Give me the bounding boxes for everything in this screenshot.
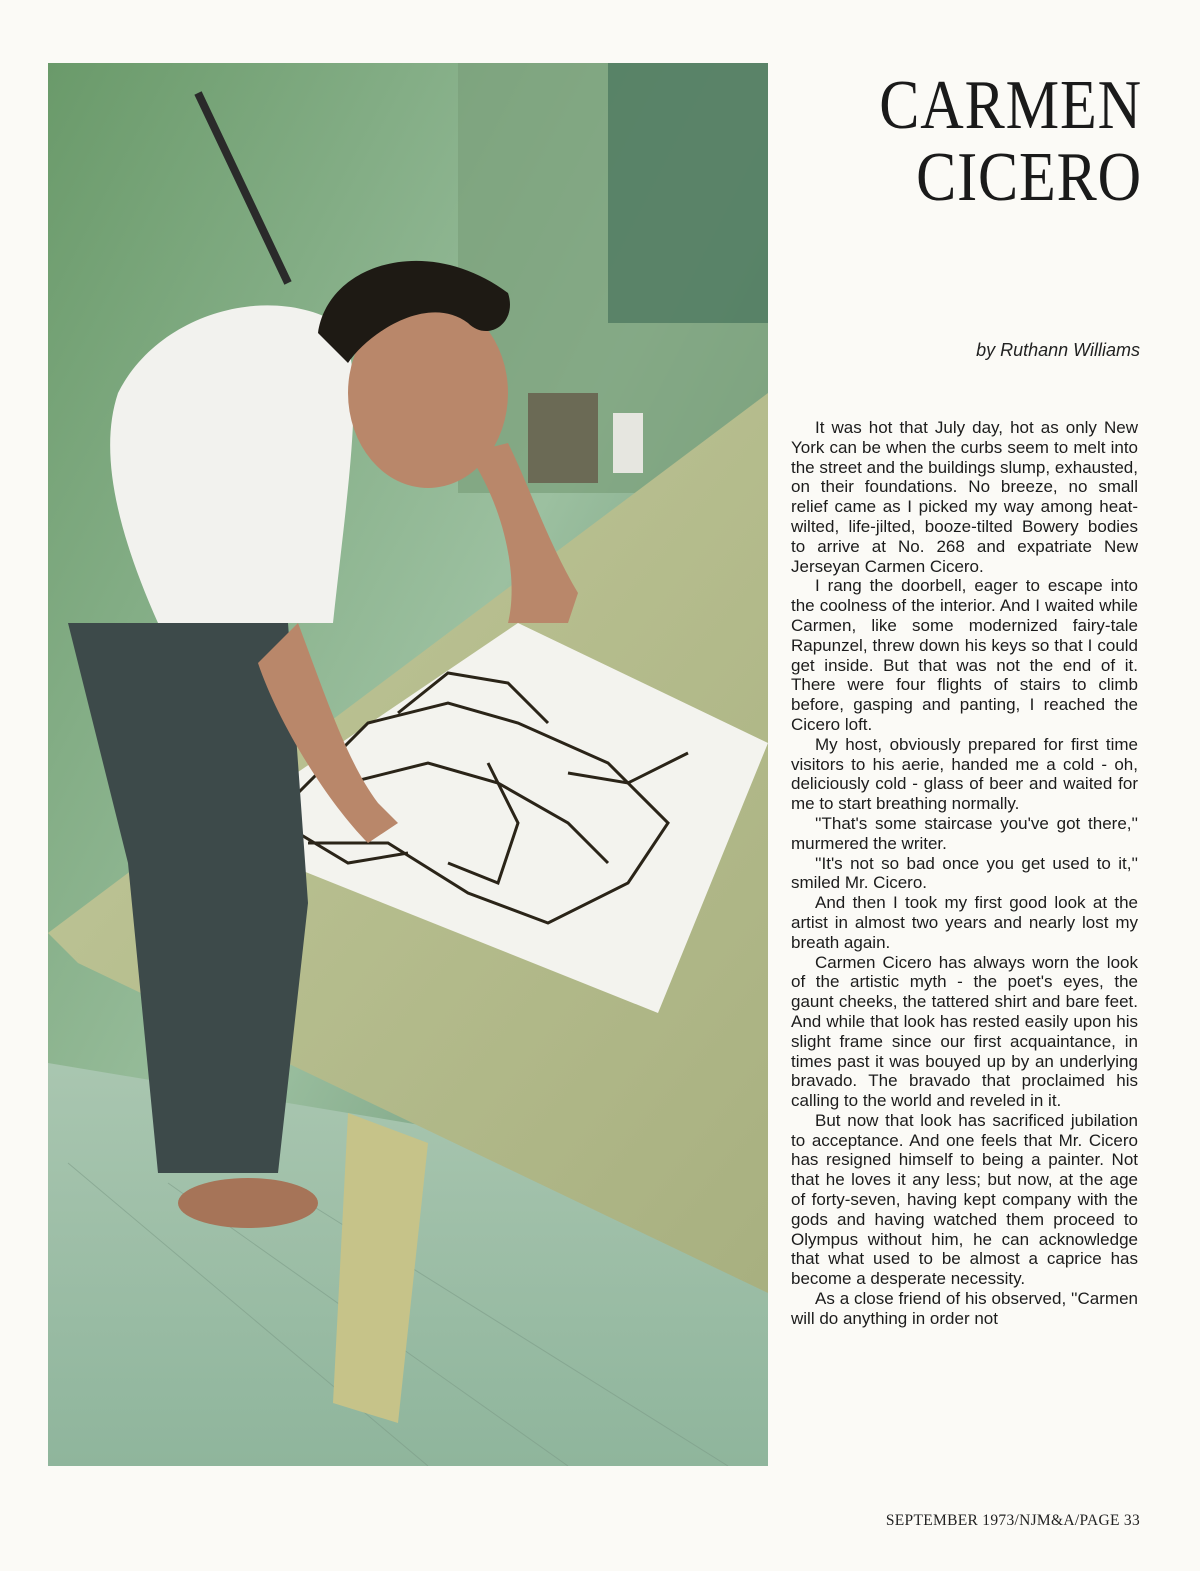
paragraph-8: But now that look has sacrificed jubilation to acceptance. And one feels that Mr. Cicero has resigned himself to being a painter. Not that he loves it any less; but now, at the age of forty-seven, having kept company with the gods and having watched them proceed to Olympus without him, he can acknowledge that what used to be almost a caprice has become a desperate necessity. <box>791 1110 1138 1289</box>
title-line-1: CARMEN <box>879 67 1142 144</box>
paragraph-1: It was hot that July day, hot as only New York can be when the curbs seem to melt into the street and the buildings slump, exhausted, on their foundations. No breeze, no small relief came as I picked my way among heat-wilted, life-jilted, booze-tilted Bowery bodies to arrive at No. 268 and expatriate New Jerseyan Carmen Cicero. <box>791 418 1138 576</box>
paragraph-5: ''It's not so bad once you get used to it,'' smiled Mr. Cicero. <box>791 853 1138 893</box>
paragraph-6: And then I took my first good look at the artist in almost two years and nearly lost my breath again. <box>791 893 1138 952</box>
paragraph-4: ''That's some staircase you've got there,'' murmered the writer. <box>791 813 1138 853</box>
paragraph-2: I rang the doorbell, eager to escape into the coolness of the interior. And I waited while Carmen, like some modernized fairy-tale Rapunzel, threw down his keys so that I could get inside. But that was not the end of it. There were four flights of stairs to climb before, gasping and panting, I reached the Cicero loft. <box>791 576 1138 734</box>
article-body <box>791 418 1138 1329</box>
title-line-2: CICERO <box>916 139 1142 216</box>
paragraph-9: As a close friend of his observed, ''Carmen will do anything in order not <box>791 1289 1138 1328</box>
artist-photo <box>48 63 768 1466</box>
page-folio: SEPTEMBER 1973/NJM&A/PAGE 33 <box>885 1512 1140 1529</box>
paragraph-7: Carmen Cicero has always worn the look of the artistic myth - the poet's eyes, the gaunt cheeks, the tattered shirt and bare feet. And while that look has rested easily upon his slight frame since our first acquaintance, in times past it was bouyed up by an underlying bravado. The bravado that proclaimed his calling to the world and reveled in it. <box>791 952 1138 1111</box>
article-title <box>839 67 1142 216</box>
byline: by Ruthann Williams <box>976 340 1140 360</box>
paragraph-3: My host, obviously prepared for first time visitors to his aerie, handed me a cold - oh, deliciously cold - glass of beer and waited for me to start breathing normally. <box>791 734 1138 814</box>
